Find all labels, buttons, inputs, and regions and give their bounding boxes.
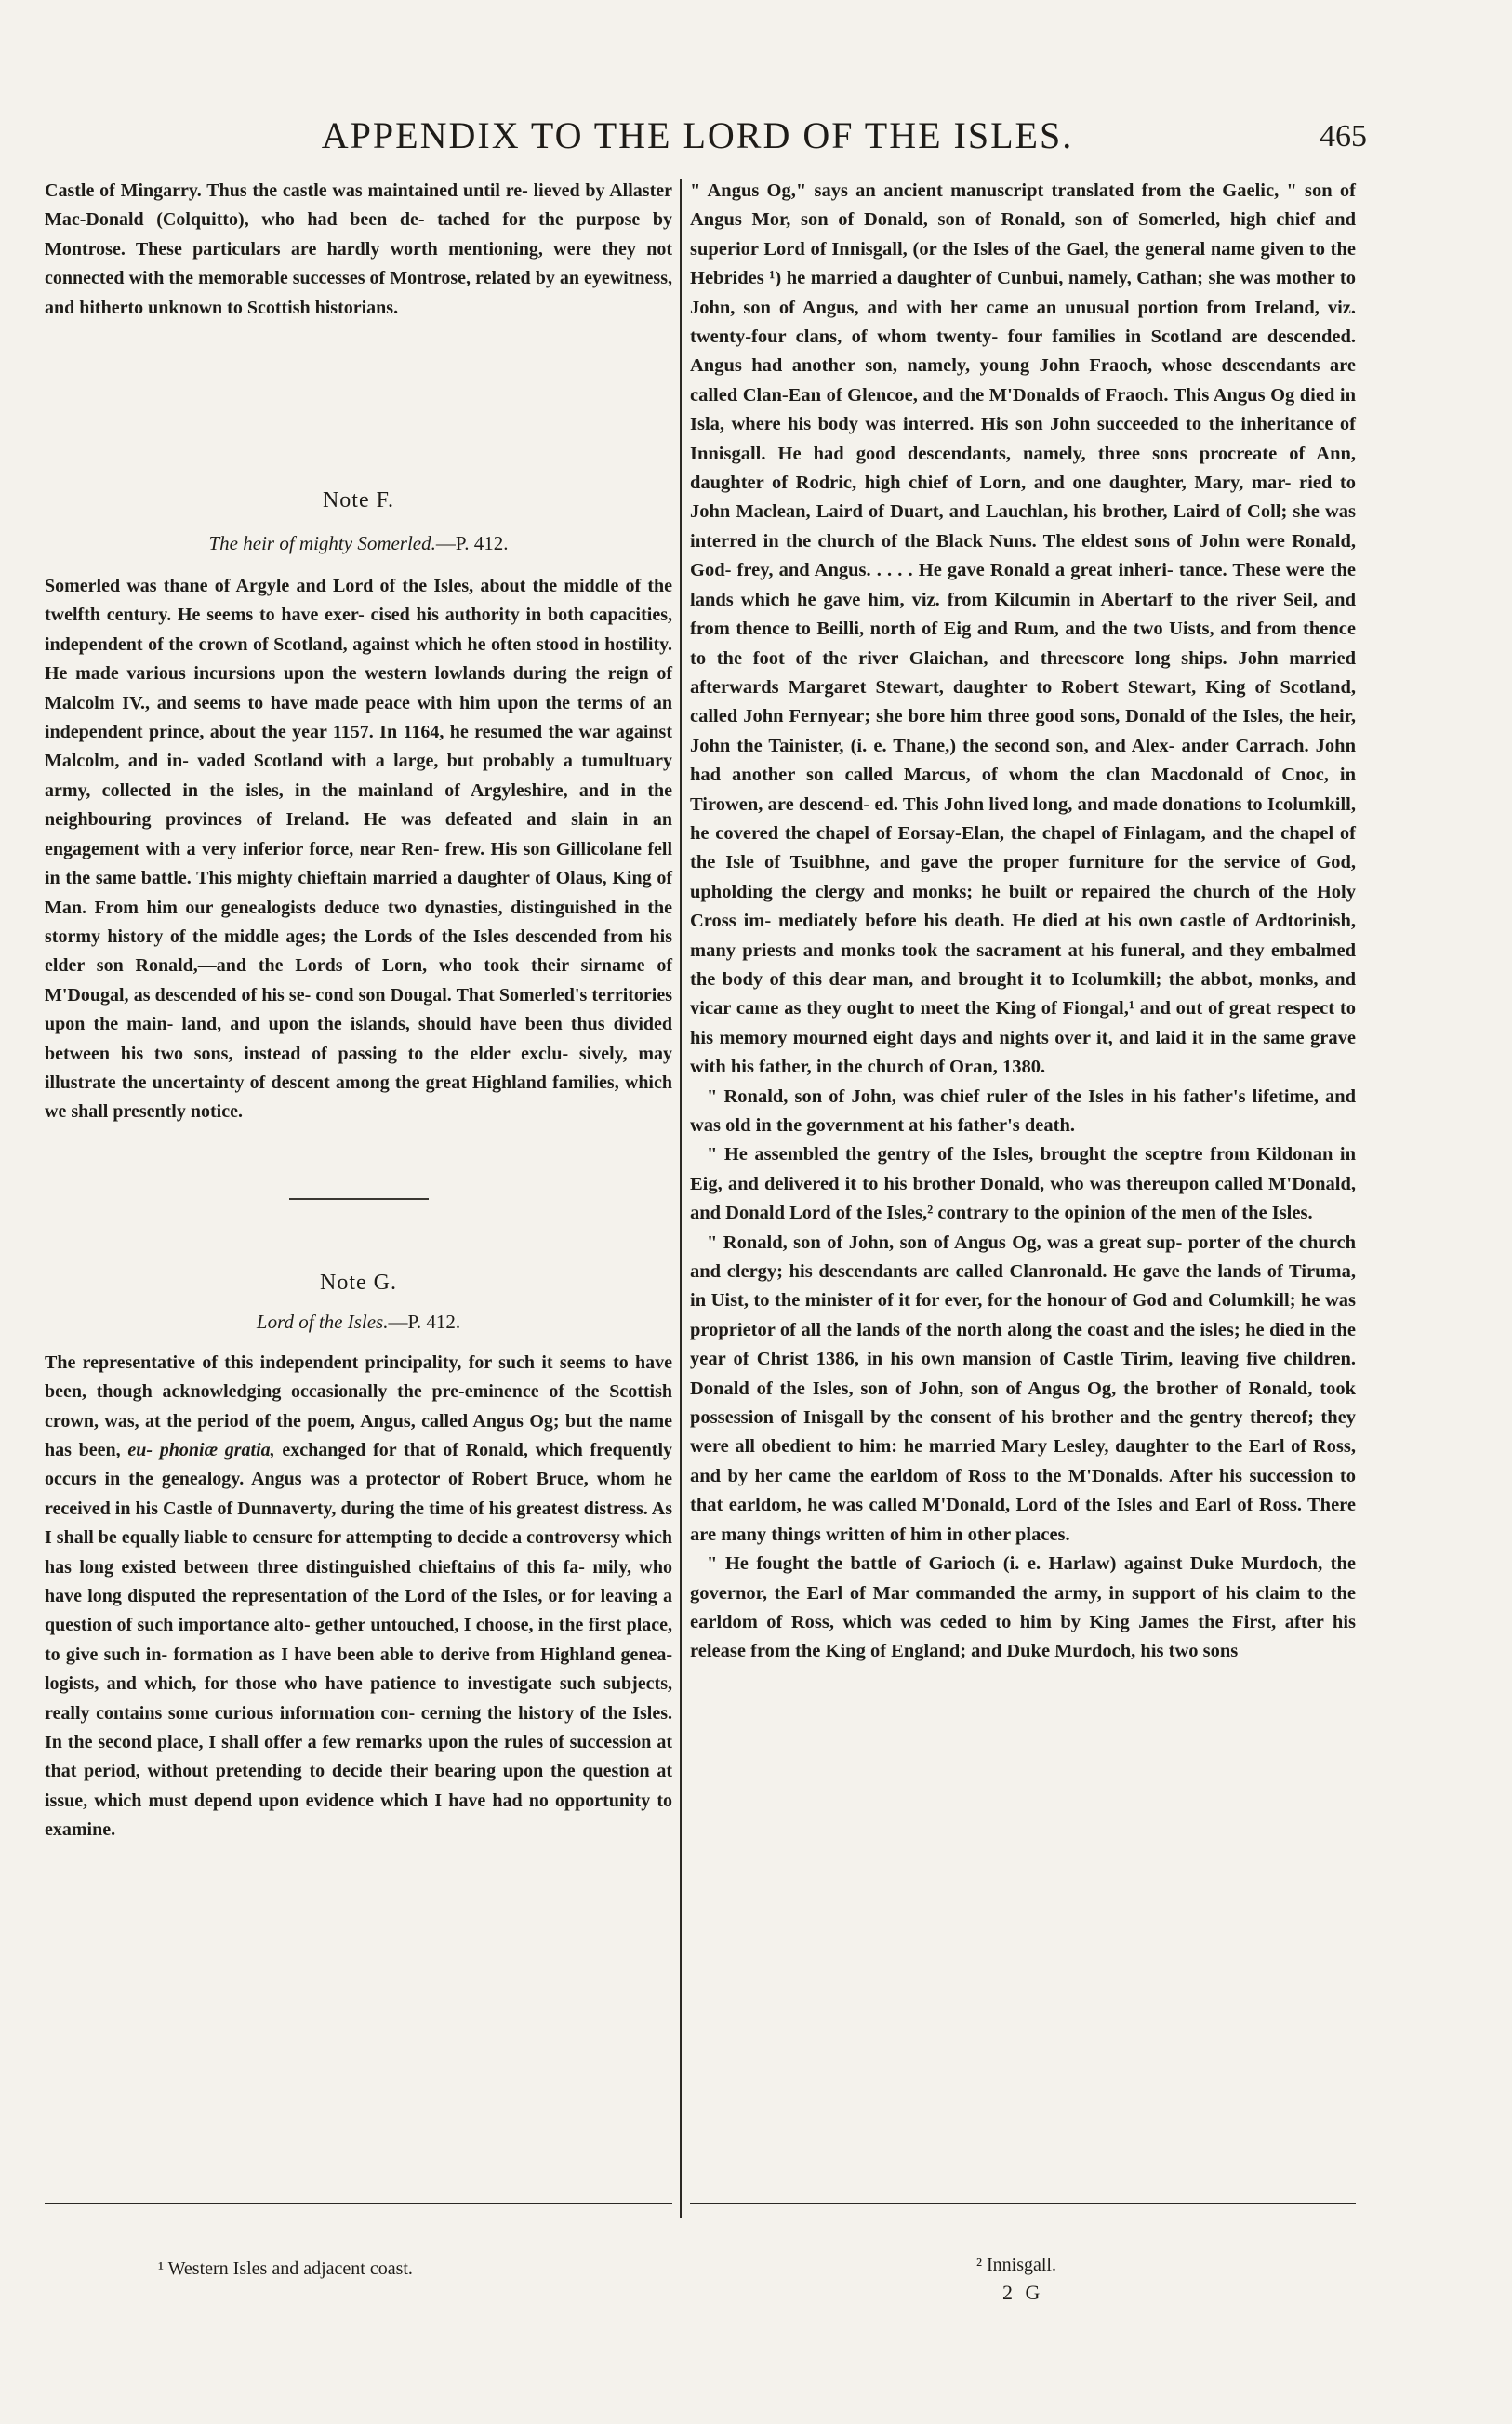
note-g-body-italic: eu- phoniæ gratia, bbox=[127, 1439, 275, 1460]
note-f-subtitle-italic: The heir of mighty Somerled. bbox=[208, 532, 436, 555]
note-f-body: Somerled was thane of Argyle and Lord of the Isles, about the middle of the twelfth century. He seems to have exer- cised his authority in both capacities, independent of the crown of Scotland, against which he often stood in hostility. He made various incursions upon the western lowlands during the reign of Malcolm IV., and seems to have made peace with him upon the terms of an independent prince, about the year 1157. In 1164, he resumed the war against Malcolm, and in- vaded Scotland with a large, but probably a tumultuary army, collected in the isles, in the mainland of Argyleshire, and in the neighbouring provinces of Ireland. He was defeated and slain in an engagement with a very inferior force, near Ren- frew. His son Gillicolane fell in the same battle. This mighty chieftain married a daughter of Olaus, King of Man. From him our genealogists deduce two dynasties, distinguished in the stormy history of the middle ages; the Lords of the Isles descended from his elder son Ronald,—and the Lords of Lorn, who took their sirname of M'Dougal, as descended of his se- cond son Dougal. That Somerled's territories upon the main- land, and upon the islands, should have been thus divided between his two sons, instead of passing to the elder exclu- sively, may illustrate the uncertainty of descent among the great Highland families, which we shall presently notice. bbox=[45, 576, 672, 1123]
left-footnote-rule bbox=[45, 2203, 672, 2204]
opening-paragraph: Castle of Mingarry. Thus the castle was maintained until re- lieved by Allaster Mac-Donald (Colquitto), who had been de- tached for the purpose by Montrose. These particulars are hardly worth mentioning, were they not connected with the memorable successes of Montrose, related by an eyewitness, and hitherto unknown to Scottish historians. bbox=[45, 180, 672, 318]
signature-mark: 2 G bbox=[1002, 2281, 1044, 2304]
note-g-subtitle bbox=[45, 1311, 672, 1334]
note-g-subtitle-ref: —P. 412. bbox=[388, 1310, 461, 1333]
note-g-body-part-1: The representative of this independent principality, for such it seems to have been, though acknowledging occasionally the pre-eminence of the Scottish crown, was, at the period of the poem, Angus, called Angus Og; but the name has been, bbox=[45, 1352, 672, 1460]
manuscript-paragraph-5: " He fought the battle of Garioch (i. e. Harlaw) against Duke Murdoch, the governor, the Earl of Mar commanded the army, in support of his claim to the earldom of Ross, which was ceded to him by King James the First, after his release from the King of England; and Duke Murdoch, his two sons bbox=[690, 1553, 1356, 1662]
right-column bbox=[690, 177, 1356, 1667]
note-f-title: Note F. bbox=[322, 488, 395, 513]
manuscript-paragraph-2: " Ronald, son of John, was chief ruler of the Isles in his father's lifetime, and was old in the government at his father's death. bbox=[690, 1085, 1356, 1136]
note-g-subtitle-italic: Lord of the Isles. bbox=[256, 1310, 389, 1333]
left-column bbox=[45, 177, 672, 1845]
column-divider bbox=[680, 179, 682, 2218]
note-f-subtitle bbox=[45, 532, 672, 555]
page-number: 465 bbox=[1320, 119, 1367, 153]
right-footnote-rule bbox=[690, 2203, 1356, 2204]
note-g-body-part-2: exchanged for that of Ronald, which frequently occurs in the genealogy. Angus was a protector of Robert Bruce, whom he received in his Castle of Dunnaverty, during the time of his greatest distress. As I shall be equally liable to censure for attempting to decide a controversy which has long existed between three distinguished chieftains of this fa- mily, who have long disputed the representation of the Lord of the Isles, or for leaving a question of such importance alto- gether untouched, I choose, in the first place, to give such in- formation as I have been able to derive from Highland genea- logists, and which, for those who have patience to investigate such subjects, really contains some curious information con- cerning the history of the Isles. In the second place, I shall offer a few remarks upon the rules of succession at that period, without pretending to decide their bearing upon the question at issue, which must depend upon evidence which I have had no opportunity to examine. bbox=[45, 1439, 672, 1841]
manuscript-paragraph-1: " Angus Og," says an ancient manuscript translated from the Gaelic, " son of Angus Mor, son of Donald, son of Ronald, son of Somerled, high chief and superior Lord of Innisgall, (or the Isles of the Gael, the general name given to the Hebrides ¹) he married a daughter of Cunbui, namely, Cathan; she was mother to John, son of Angus, and with her came an unusual portion from Ireland, viz. twenty-four clans, of whom twenty- four families in Scotland are descended. Angus had another son, namely, young John Fraoch, whose descendants are called Clan-Ean of Glencoe, and the M'Donalds of Fraoch. This Angus Og died in Isla, where his body was interred. His son John succeeded to the inheritance of Innisgall. He had good descendants, namely, three sons procreate of Ann, daughter of Rodric, high chief of Lorn, and one daughter, Mary, mar- ried to John Maclean, Laird of Duart, and Lauchlan, his brother, Laird of Coll; she was interred in the church of the Black Nuns. The eldest sons of John were Ronald, God- frey, and Angus. . . . . He gave Ronald a great inheri- tance. These were the lands which he gave him, viz. from Kilcumin in Abertarf to the river Seil, and from thence to Beilli, north of Eig and Rum, and the two Uists, and from thence to the foot of the river Glaichan, and threescore long ships. John married afterwards Margaret Stewart, daughter to Robert Stewart, King of Scotland, called John Fernyear; she bore him three good sons, Donald of the Isles, the heir, John the Tainister, (i. e. Thane,) the second son, and Alex- ander Carrach. John had another son called Marcus, of whom the clan Macdonald of Cnoc, in Tirowen, are descend- ed. This John lived long, and made donations to Icolumkill, he covered the chapel of Eorsay-Elan, the chapel of Finlagam, and the chapel of the Isle of Tsuibhne, and gave the proper furniture for the service of God, upholding the clergy and monks; he built or repaired the church of the Holy Cross im- mediately before his death. He died at his own castle of Ardtorinish, many priests and monks took the sacrament at his funeral, and they embalmed the body of this dear man, and brought it to Icolumkill; the abbot, monks, and vicar came as they ought to meet the King of Fiongal,¹ and out of great respect to his memory mourned eight days and nights over it, and laid it in the same grave with his father, in the church of Oran, 1380. bbox=[690, 180, 1356, 1078]
manuscript-paragraph-3: " He assembled the gentry of the Isles, brought the sceptre from Kildonan in Eig, and delivered it to his brother Donald, who was thereupon called M'Donald, and Donald Lord of the Isles,² contrary to the opinion of the men of the Isles. bbox=[690, 1144, 1356, 1224]
running-title: APPENDIX TO THE LORD OF THE ISLES. bbox=[321, 114, 1074, 156]
left-footnote: ¹ Western Isles and adjacent coast. bbox=[158, 2258, 413, 2279]
note-g-title: Note G. bbox=[320, 1270, 397, 1295]
note-g-body bbox=[45, 1349, 672, 1845]
note-f-subtitle-ref: —P. 412. bbox=[435, 532, 509, 555]
right-footnote: ² Innisgall. bbox=[976, 2255, 1056, 2275]
manuscript-paragraph-4: " Ronald, son of John, son of Angus Og, was a great sup- porter of the church and clergy; his descendants are called Clanronald. He gave the lands of Tiruma, in Uist, to the minister of it for ever, for the honour of God and Columkill; he was proprietor of all the lands of the north along the coast and the isles; he died in the year of Christ 1386, in his own mansion of Castle Tirim, leaving five children. Donald of the Isles, son of John, son of Angus Og, the brother of Ronald, took possession of Inisgall by the consent of his brother and the gentry thereof; they were all obedient to him: he married Mary Lesley, daughter to the Earl of Ross, and by her came the earldom of Ross to the M'Donalds. After his succession to that earldom, he was called M'Donald, Lord of the Isles and Earl of Ross. There are many things written of him in other places. bbox=[690, 1232, 1356, 1545]
